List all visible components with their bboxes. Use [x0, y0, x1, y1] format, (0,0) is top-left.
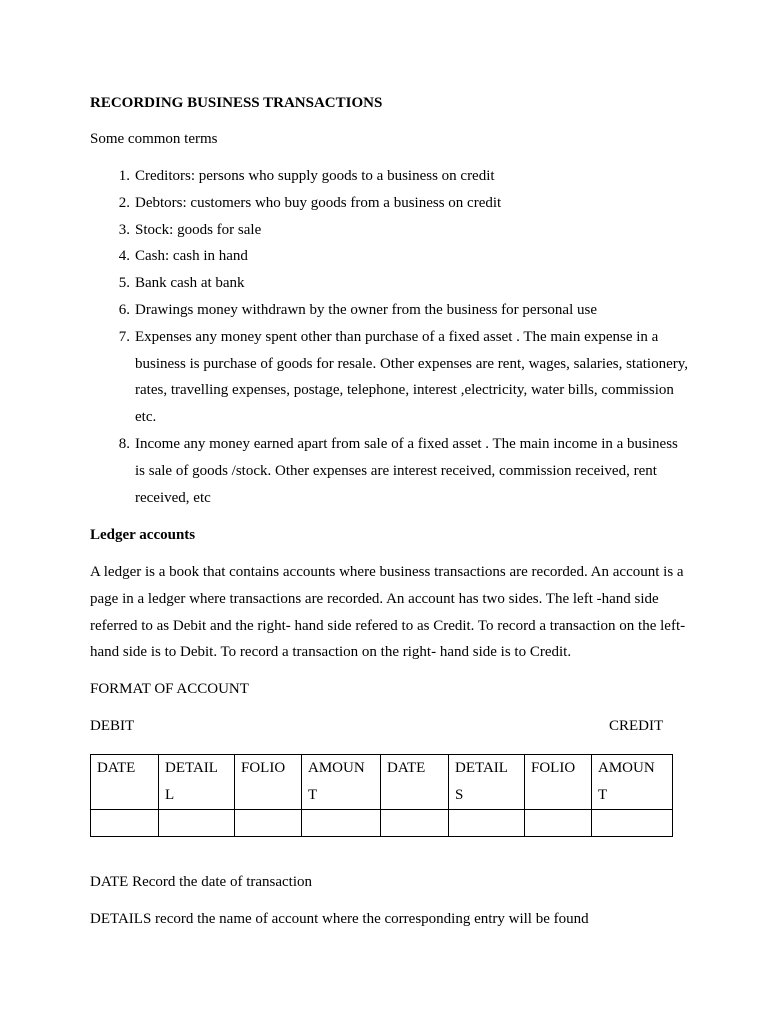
list-text: Stock: goods for sale [135, 221, 262, 238]
table-cell [592, 810, 673, 837]
table-cell [449, 810, 525, 837]
list-item [90, 163, 690, 190]
list-number: 4. [118, 248, 130, 265]
list-number: 7. [118, 328, 130, 345]
list-item [90, 243, 690, 270]
list-item [90, 270, 690, 297]
ledger-heading: Ledger accounts [90, 527, 196, 543]
header-cell-folio-credit: FOLIO [525, 755, 592, 810]
list-number: 2. [118, 194, 130, 211]
page-title: RECORDING BUSINESS TRANSACTIONS [90, 95, 383, 111]
debit-label: DEBIT [90, 718, 135, 734]
list-text: Income any money earned apart from sale of a fixed asset . The main income in a business is sale of goods /stock. Other expenses are interest received, commission received, rent received, etc [135, 435, 678, 506]
list-text: Cash: cash in hand [135, 248, 248, 265]
header-cell-details-credit: DETAIL S [449, 755, 525, 810]
list-text: Drawings money withdrawn by the owner from the business for personal use [135, 301, 597, 318]
header-cell-amount-credit: AMOUN T [592, 755, 673, 810]
list-text: Debtors: customers who buy goods from a business on credit [135, 194, 502, 211]
details-note: DETAILS record the name of account where the corresponding entry will be found [90, 911, 589, 927]
list-text: Creditors: persons who supply goods to a business on credit [135, 168, 495, 184]
list-item [90, 431, 690, 511]
table-cell [235, 810, 302, 837]
ledger-paragraph: A ledger is a book that contains accounts where business transactions are recorded. An account is a page in a ledger where transactions are recorded. An account has two sides. The left -hand side referred to as Debit and the right- hand side refered to as Credit. To record a transaction on the left-hand side is to Debit. To record a transaction on the right- hand side is to Credit. [90, 564, 686, 661]
table-cell [381, 810, 449, 837]
list-text: Bank cash at bank [135, 275, 245, 292]
list-number: 8. [118, 435, 130, 452]
list-number: 5. [118, 275, 130, 292]
table-cell [302, 810, 381, 837]
list-text: Expenses any money spent other than purchase of a fixed asset . The main expense in a business is purchase of goods for resale. Other expenses are rent, wages, salaries, stationery, rates, travelling expenses, postage, telephone, interest ,electricity, water bills, commission etc. [135, 328, 689, 426]
table-cell [91, 810, 159, 837]
table-row [91, 810, 673, 837]
list-item [90, 217, 690, 244]
list-number: 3. [118, 221, 130, 238]
list-number: 6. [118, 301, 130, 318]
list-item [90, 190, 690, 217]
header-cell-details-debit: DETAIL L [159, 755, 235, 810]
list-item [90, 324, 690, 431]
date-note: DATE Record the date of transaction [90, 874, 313, 890]
format-heading: FORMAT OF ACCOUNT [90, 681, 249, 697]
list-item [90, 297, 690, 324]
header-cell-date-debit: DATE [91, 755, 159, 810]
header-cell-amount-debit: AMOUN T [302, 755, 381, 810]
list-number: 1. [118, 168, 130, 184]
table-cell [525, 810, 592, 837]
terms-list [90, 163, 690, 511]
table-cell [159, 810, 235, 837]
account-format-table [90, 754, 673, 837]
header-cell-folio-debit: FOLIO [235, 755, 302, 810]
credit-label: CREDIT [609, 718, 664, 734]
table-header-row [91, 755, 673, 810]
header-cell-date-credit: DATE [381, 755, 449, 810]
subtitle: Some common terms [90, 131, 218, 147]
